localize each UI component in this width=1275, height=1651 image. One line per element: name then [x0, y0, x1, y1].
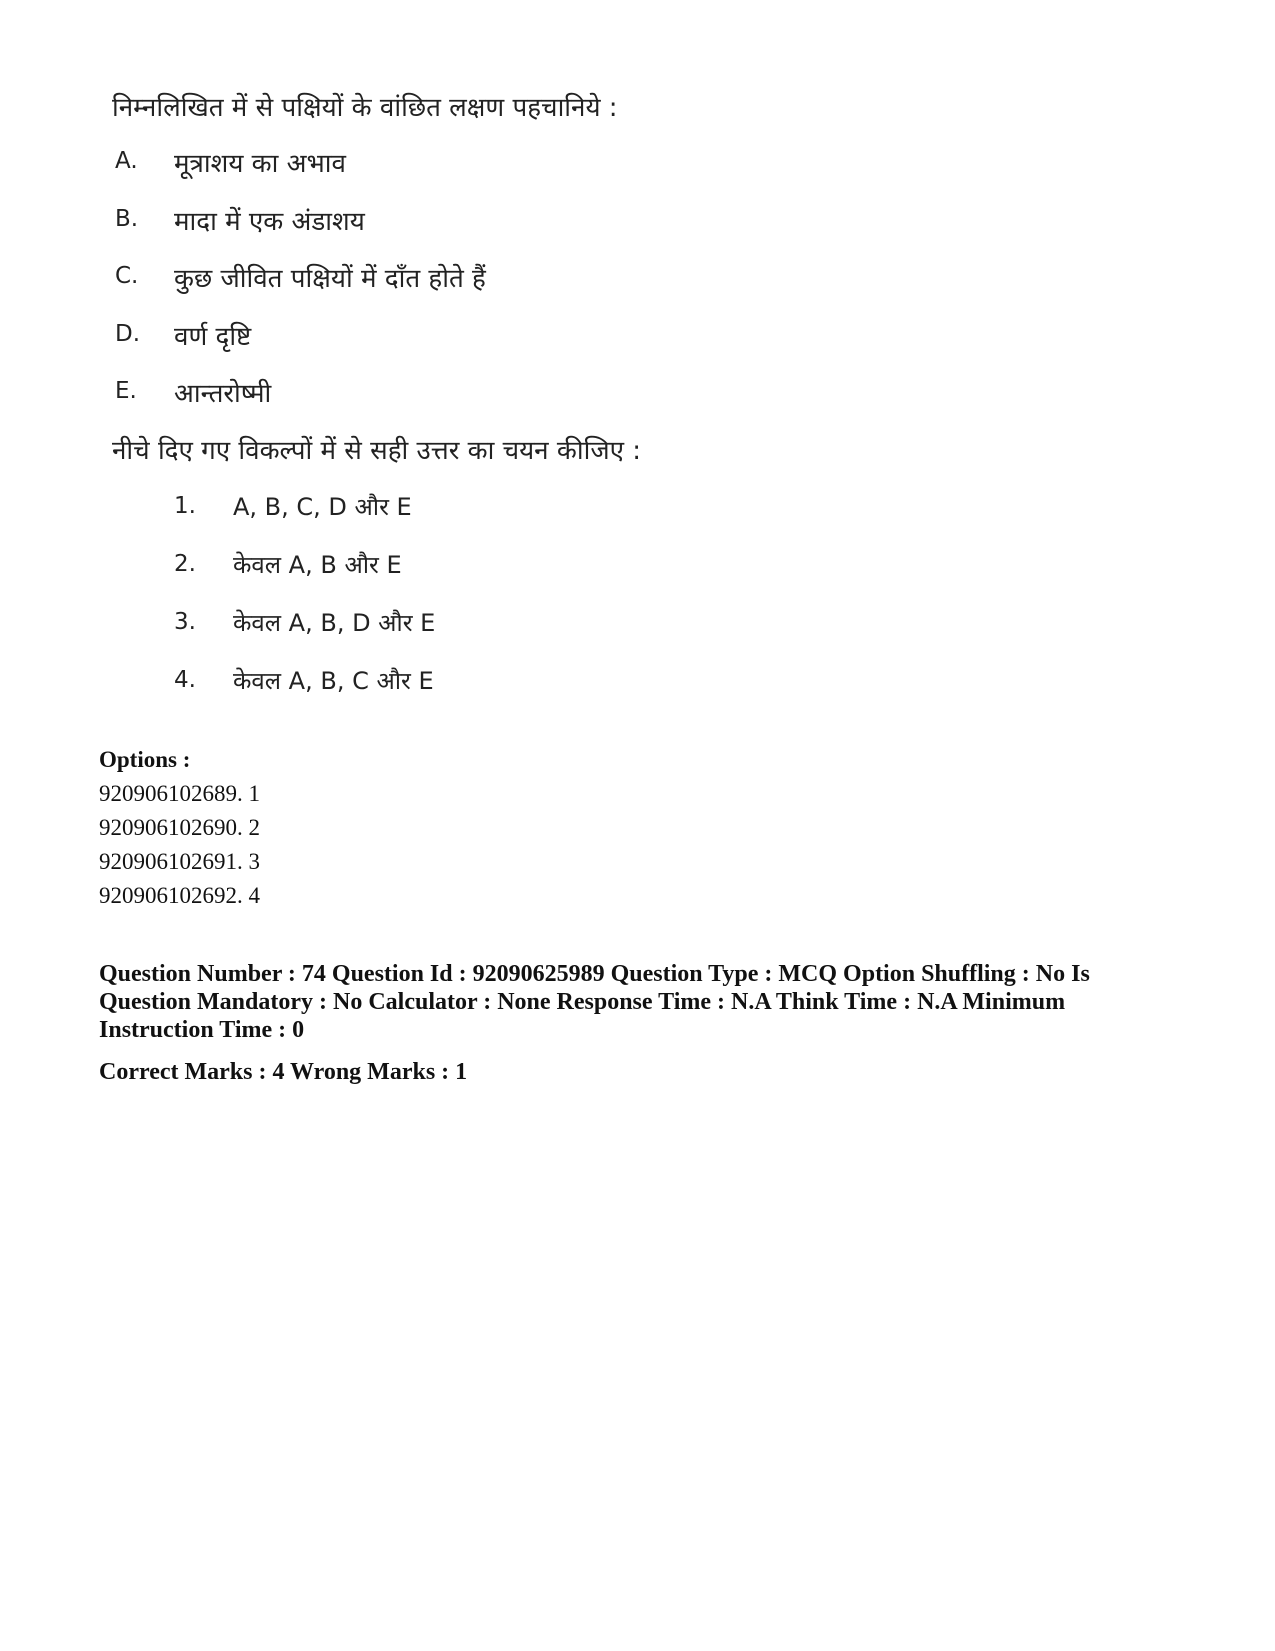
- question-marks: Correct Marks : 4 Wrong Marks : 1: [99, 1059, 468, 1085]
- statement-a-text: मूत्राशय का अभाव: [174, 149, 346, 179]
- question-instruction: नीचे दिए गए विकल्पों में से सही उत्तर का चयन कीजिए :: [112, 436, 642, 466]
- statement-c-text: कुछ जीवित पक्षियों में दाँत होते हैं: [174, 264, 486, 294]
- choice-4-number: 4.: [174, 667, 196, 693]
- option-row: [99, 849, 260, 875]
- choice-1-text: A, B, C, D और E: [233, 493, 412, 521]
- statement-c-label: C.: [115, 263, 139, 289]
- statement-b-label: B.: [115, 206, 139, 232]
- choice-1-number: 1.: [174, 493, 196, 519]
- options-heading: Options :: [99, 747, 191, 772]
- choice-2-number: 2.: [174, 551, 196, 577]
- statement-d-text: वर्ण दृष्टि: [174, 322, 252, 352]
- statement-e-text: आन्तरोष्मी: [174, 379, 272, 409]
- option-value: 1: [248, 781, 260, 806]
- statement-d-label: D.: [115, 321, 141, 347]
- choice-2-text: केवल A, B और E: [233, 551, 402, 579]
- choice-4-text: केवल A, B, C और E: [233, 667, 434, 695]
- option-value: 4: [248, 883, 260, 908]
- choice-3-number: 3.: [174, 609, 196, 635]
- option-value: 2: [248, 815, 260, 840]
- option-id: 920906102692.: [99, 883, 243, 908]
- statement-e-label: E.: [115, 378, 137, 404]
- option-row: [99, 883, 260, 909]
- option-value: 3: [248, 849, 260, 874]
- question-metadata: Question Number : 74 Question Id : 92090625989 Question Type : MCQ Option Shuffling : No Is Question Mandatory : No Calculator : None Response Time : N.A Think Time : N.A Minimum Instruction Time : 0: [99, 961, 1090, 1043]
- statement-a-label: A.: [115, 148, 138, 174]
- question-stem: निम्नलिखित में से पक्षियों के वांछित लक्षण पहचानिये :: [112, 93, 618, 123]
- choice-3-text: केवल A, B, D और E: [233, 609, 436, 637]
- option-id: 920906102691.: [99, 849, 243, 874]
- option-row: [99, 781, 260, 807]
- statement-b-text: मादा में एक अंडाशय: [174, 207, 365, 237]
- option-id: 920906102690.: [99, 815, 243, 840]
- option-id: 920906102689.: [99, 781, 243, 806]
- option-row: [99, 815, 260, 841]
